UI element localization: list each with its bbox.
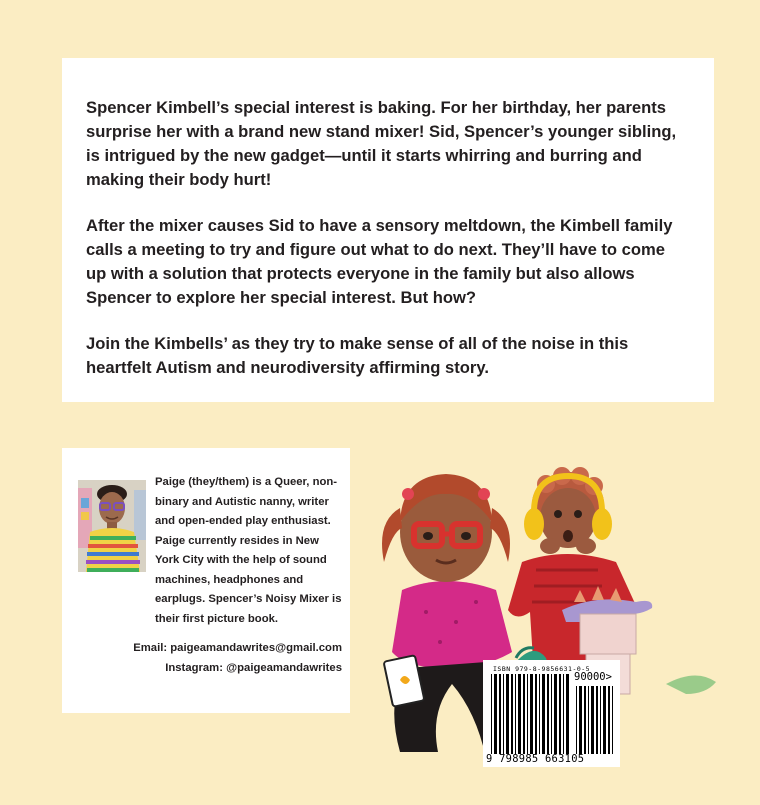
author-email: Email: paigeamandawrites@gmail.com — [133, 642, 342, 654]
barcode-bars — [491, 674, 571, 754]
synopsis-paragraph-2: After the mixer causes Sid to have a sensory meltdown, the Kimbell family calls a meeting to try and figure out what to do next. They’ll have to come up with a solution that protects everyone in the family but also allows Spencer to explore her special interest. But how? — [86, 216, 673, 307]
isbn-digits: 9 798985 663105 — [486, 753, 585, 765]
author-bio-text: Paige (they/them) is a Queer, non-binary and Autistic nanny, writer and open-ended play enthusiast. Paige currently resides in New York City with the help of sound machines, headphones and earplugs. Spencer’s Noisy Mixer is their first picture book. — [155, 476, 342, 625]
synopsis-paragraph-1: Spencer Kimbell’s special interest is baking. For her birthday, her parents surprise her with a brand new stand mixer! Sid, Spencer’s younger sibling, is intrigued by the new gadget—until it starts whirring and burring and making their body hurt! — [86, 98, 677, 189]
isbn-label: ISBN 979-8-9856631-0-5 — [493, 665, 591, 673]
author-instagram: Instagram: @paigeamandawrites — [165, 662, 342, 674]
synopsis-panel — [62, 58, 714, 402]
author-bio — [155, 473, 345, 629]
price-code: 90000> — [574, 671, 612, 683]
barcode-addon-bars — [576, 686, 614, 754]
synopsis-paragraph-3: Join the Kimbells’ as they try to make sense of all of the noise in this heartfelt Autism and neurodiversity affirming story. — [86, 334, 629, 377]
author-photo — [78, 480, 146, 572]
author-bio-panel — [62, 448, 350, 713]
isbn-barcode — [483, 660, 620, 767]
